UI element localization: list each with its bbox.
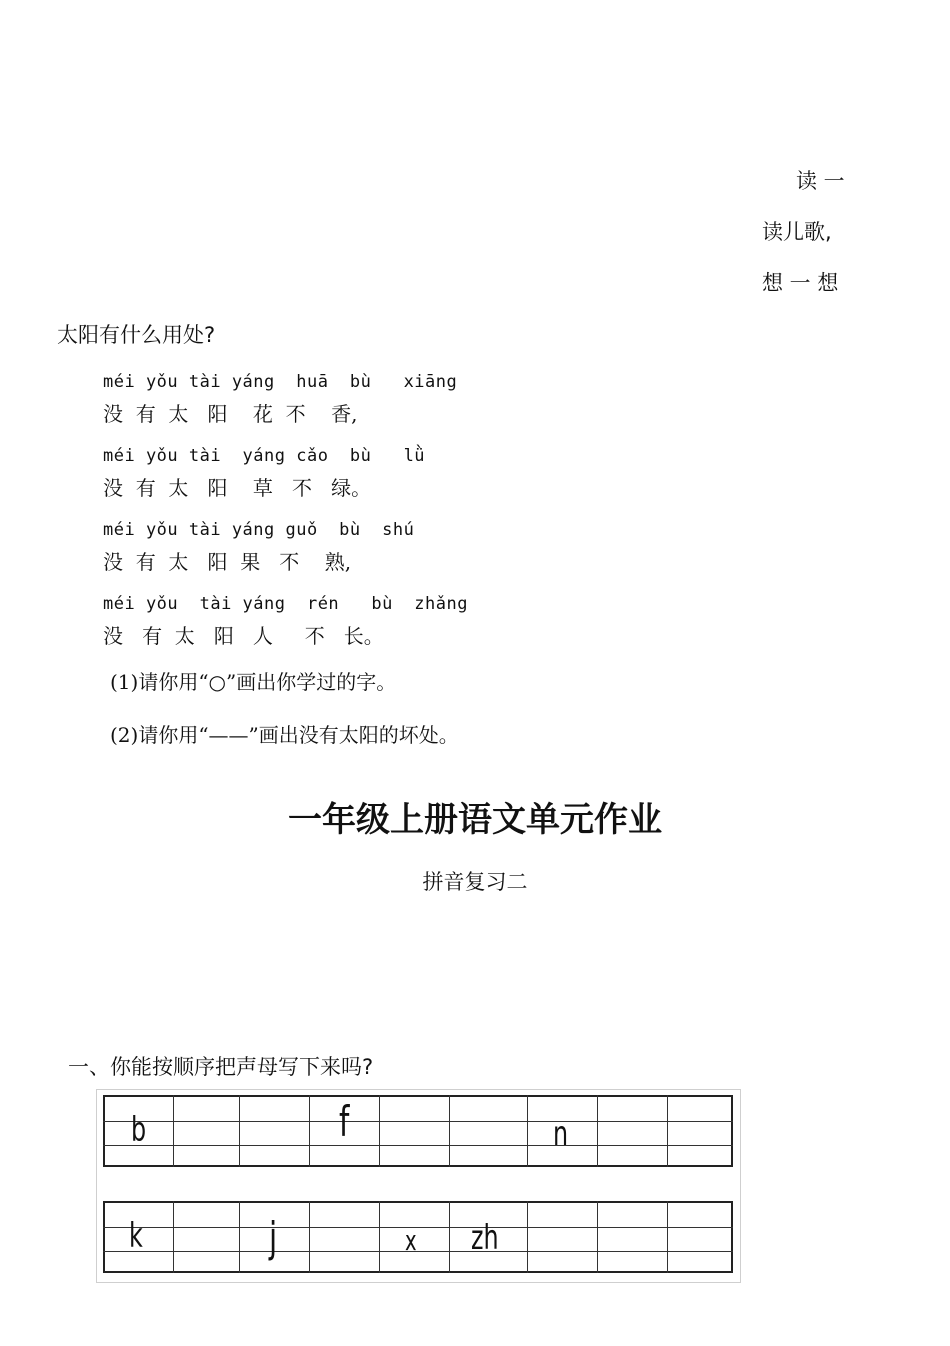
poem-line-1-pinyin: méi yǒu tài yáng huā bù xiāng bbox=[103, 372, 458, 392]
grid-letter: j bbox=[269, 1213, 278, 1262]
section-1-heading: 一、你能按顺序把声母写下来吗? bbox=[68, 1055, 374, 1079]
grid-letter: f bbox=[339, 1097, 350, 1146]
question-text: 太阳有什么用处? bbox=[57, 323, 216, 347]
header-read-line: 读 一 bbox=[796, 169, 845, 193]
grid-letter: n bbox=[553, 1114, 569, 1154]
poem-line-1-hanzi: 没 有 太 阳 花 不 香, bbox=[103, 402, 358, 426]
grid-letter: k bbox=[129, 1216, 143, 1256]
task-2: (2)请你用“——”画出没有太阳的坏处。 bbox=[110, 723, 459, 747]
writing-grid-row-2 bbox=[103, 1201, 733, 1273]
poem-line-2-hanzi: 没 有 太 阳 草 不 绿。 bbox=[103, 476, 372, 500]
page-subtitle: 拼音复习二 bbox=[422, 870, 528, 894]
poem-line-4-pinyin: méi yǒu tài yáng rén bù zhǎng bbox=[103, 594, 468, 614]
poem-line-4-hanzi: 没 有 太 阳 人 不 长。 bbox=[103, 624, 384, 648]
grid-letter: zh bbox=[471, 1218, 499, 1258]
task-1: (1)请你用“○”画出你学过的字。 bbox=[110, 670, 397, 694]
poem-line-3-hanzi: 没 有 太 阳 果 不 熟, bbox=[103, 550, 352, 574]
header-rhyme-line: 读儿歌, bbox=[762, 220, 832, 244]
grid-letter: x bbox=[405, 1224, 417, 1257]
poem-line-3-pinyin: méi yǒu tài yáng guǒ bù shú bbox=[103, 520, 415, 540]
poem-line-2-pinyin: méi yǒu tài yáng cǎo bù lǜ bbox=[103, 446, 426, 466]
page-title: 一年级上册语文单元作业 bbox=[288, 800, 662, 840]
writing-grid-row-1 bbox=[103, 1095, 733, 1167]
grid-letter: b bbox=[131, 1110, 147, 1150]
writing-grid-panel bbox=[96, 1089, 741, 1283]
header-think-line: 想 一 想 bbox=[762, 271, 839, 295]
